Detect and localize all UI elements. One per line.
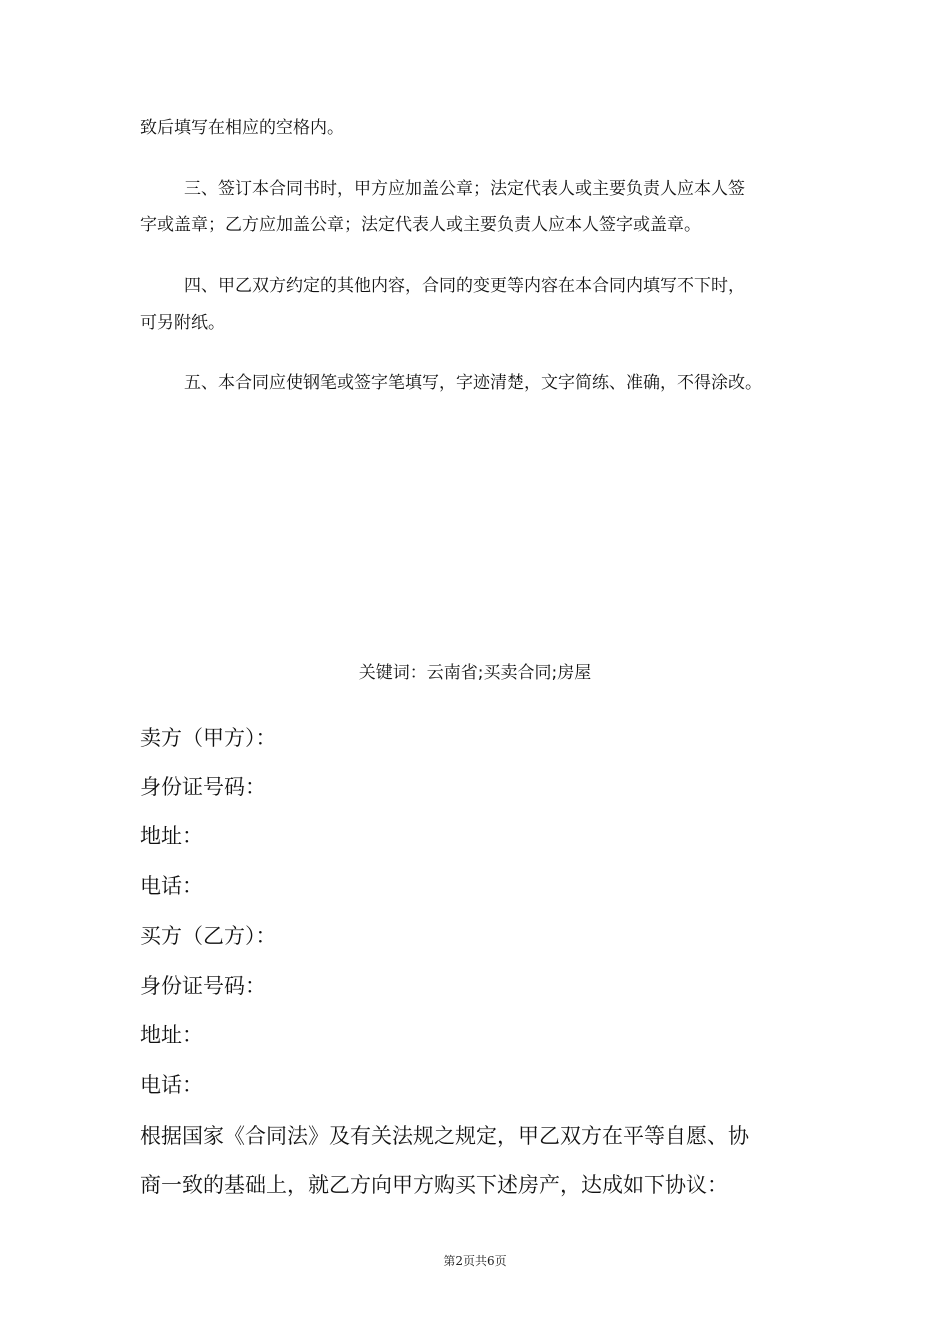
- preamble-text: 根据国家《合同法》及有关法规之规定，甲乙双方在平等自愿、协: [140, 1124, 749, 1148]
- instruction-item-4: 四、甲乙双方约定的其他内容，合同的变更等内容在本合同内填写不下时，: [184, 276, 745, 296]
- seller-address-label: 地址：: [140, 824, 203, 848]
- instruction-item-5: 五、本合同应使钢笔或签字笔填写，字迹清楚，文字简练、准确，不得涂改。: [184, 373, 762, 393]
- seller-label: 卖方（甲方）：: [140, 726, 277, 750]
- instruction-text: 致后填写在相应的空格内。: [140, 118, 344, 138]
- instruction-item-3: 三、签订本合同书时，甲方应加盖公章；法定代表人或主要负责人应本人签: [184, 179, 745, 199]
- keywords-line: 关键词：云南省;买卖合同;房屋: [358, 663, 592, 683]
- page-number-footer: 第2页共6页: [443, 1254, 507, 1268]
- instruction-item-4-continued: 可另附纸。: [140, 313, 225, 333]
- preamble-text-continued: 商一致的基础上，就乙方向甲方购买下述房产，达成如下协议：: [140, 1173, 728, 1197]
- buyer-address-label: 地址：: [140, 1023, 203, 1047]
- buyer-id-label: 身份证号码：: [140, 974, 266, 998]
- seller-phone-label: 电话：: [140, 874, 203, 898]
- buyer-label: 买方（乙方）：: [140, 924, 277, 948]
- seller-id-label: 身份证号码：: [140, 775, 266, 799]
- buyer-phone-label: 电话：: [140, 1073, 203, 1097]
- instruction-item-3-continued: 字或盖章；乙方应加盖公章；法定代表人或主要负责人应本人签字或盖章。: [140, 215, 701, 235]
